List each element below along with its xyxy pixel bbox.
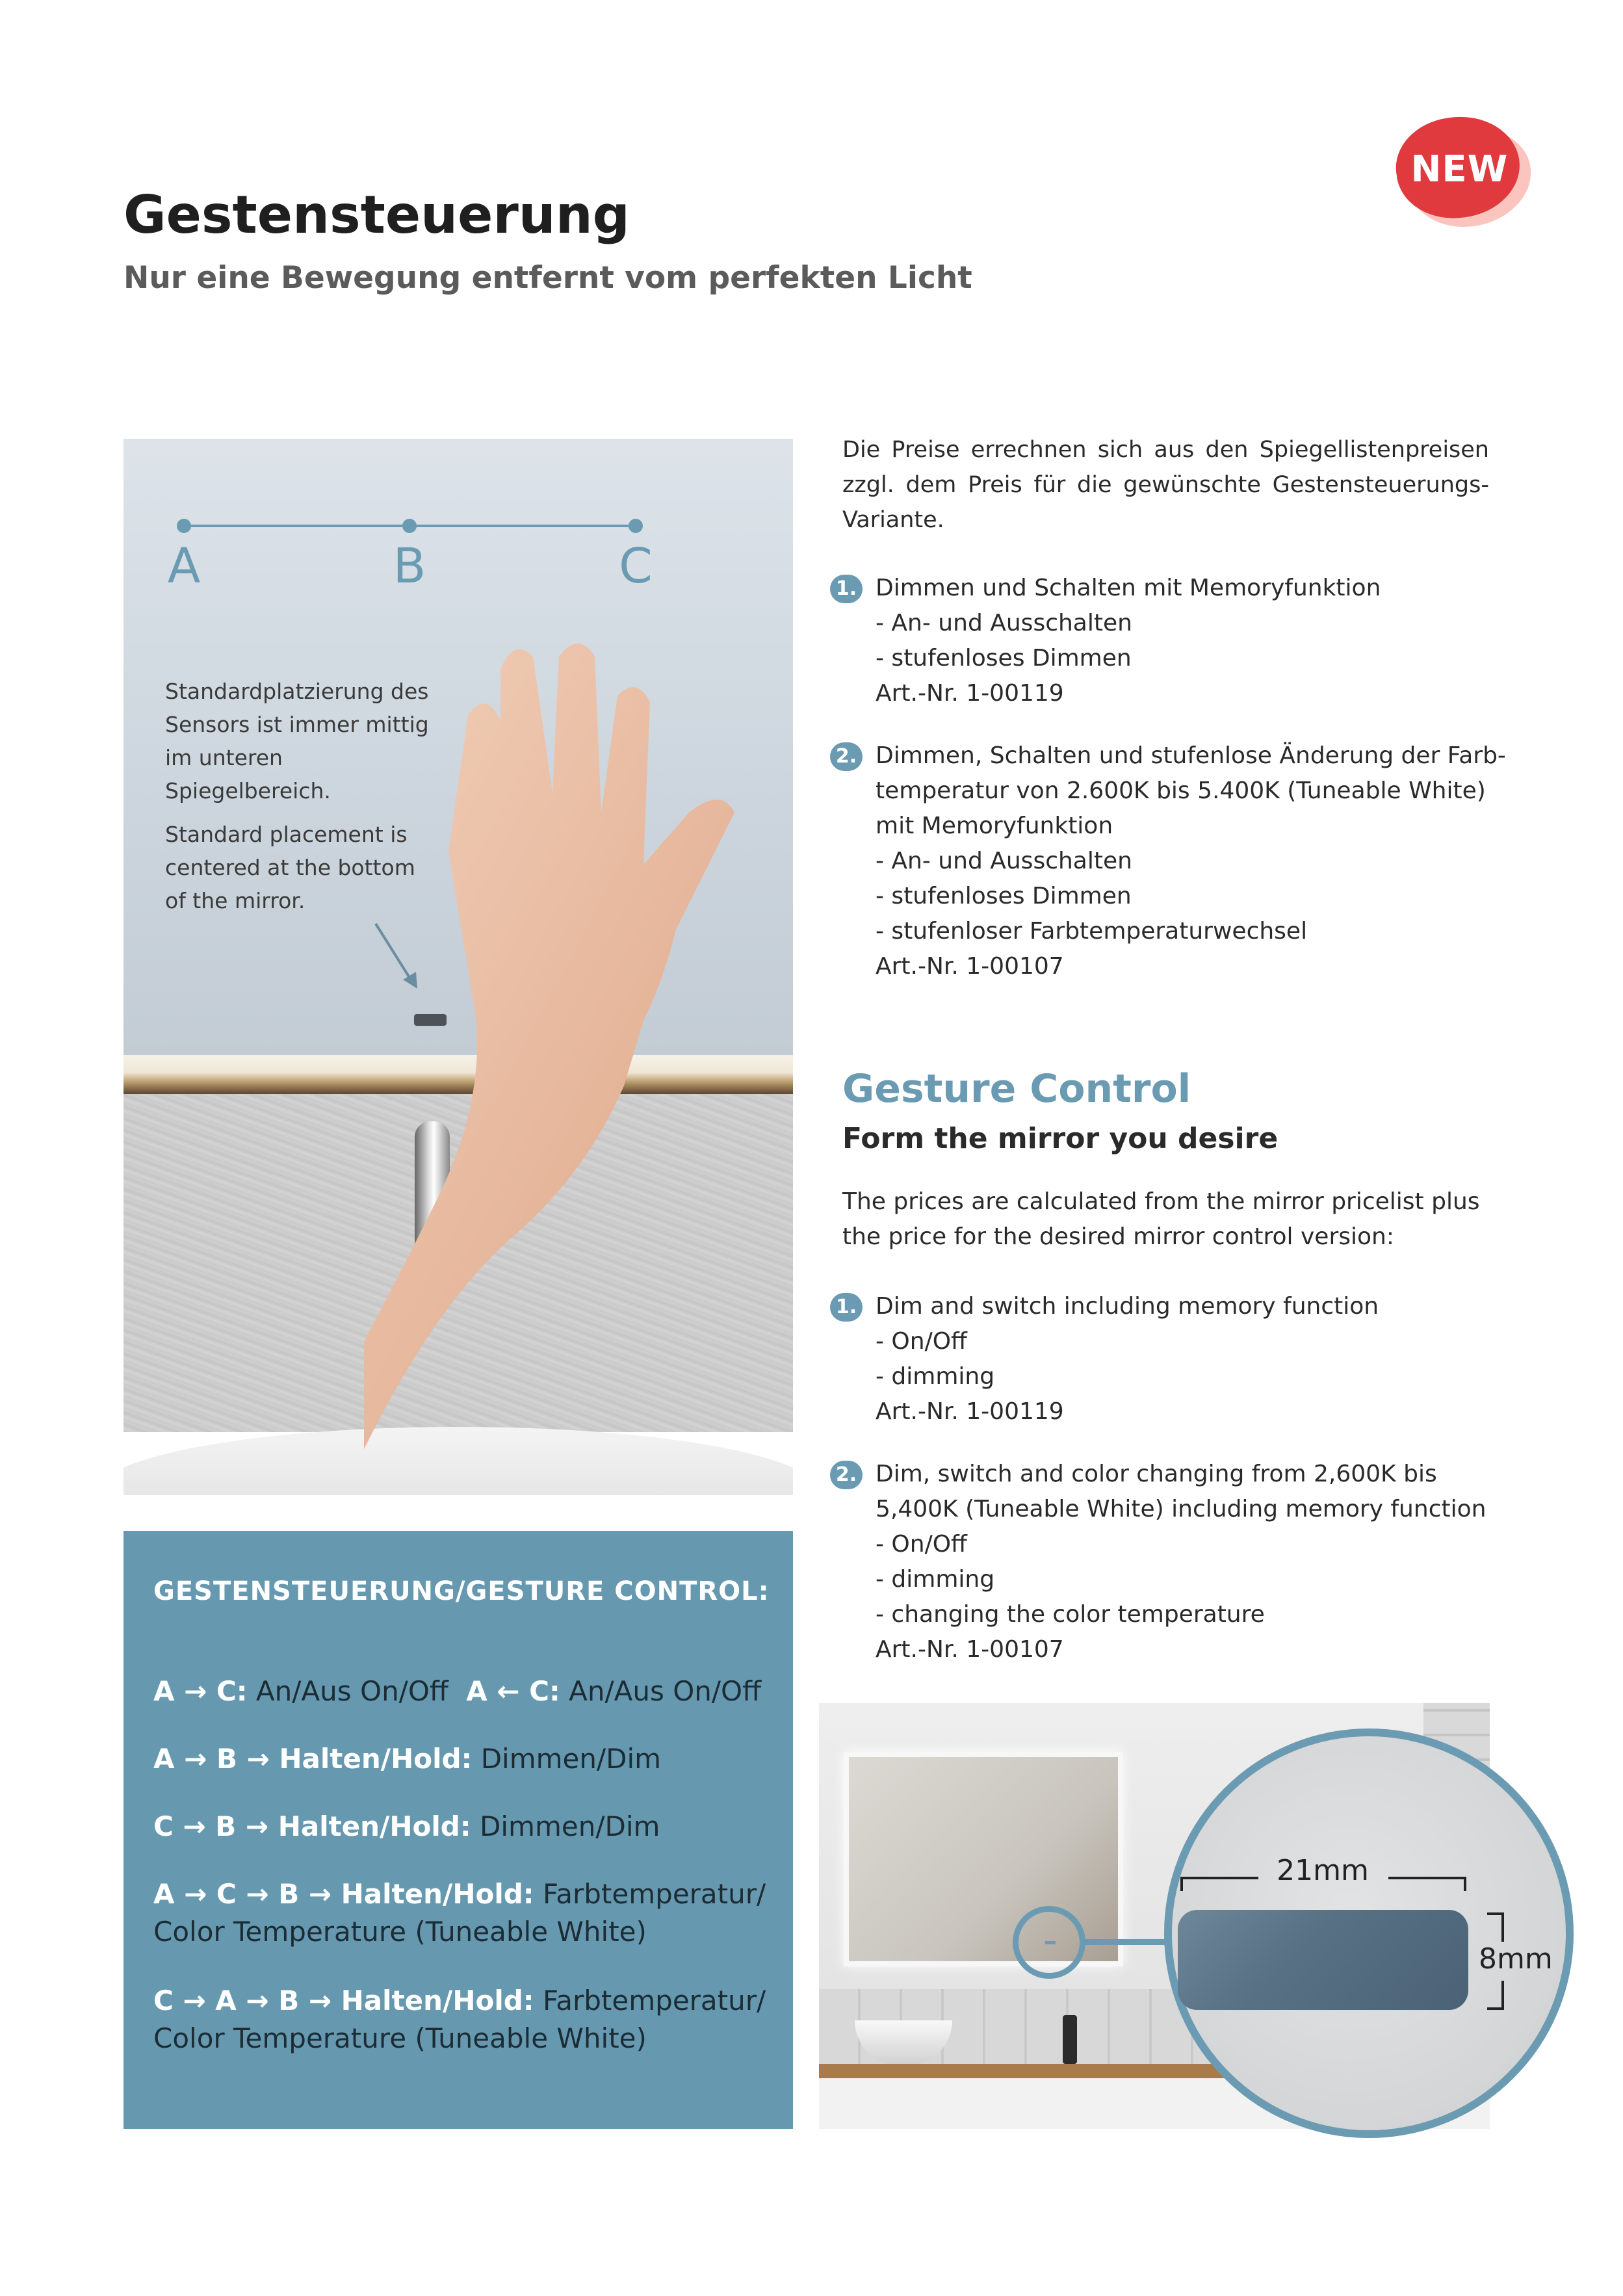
option-line: Art.-Nr. 1-00107	[876, 953, 1064, 980]
option-line: Dimmen, Schalten und stufenlose Änderung der Farb-	[876, 742, 1506, 769]
page-subtitle: Nur eine Bewegung entfernt vom perfekten Licht	[123, 260, 972, 296]
gesture-keys: A ← C:	[466, 1675, 560, 1707]
gesture-box-heading: GESTENSTEUERUNG/GESTURE CONTROL:	[153, 1576, 770, 1606]
point-a-label: A	[167, 538, 201, 594]
gesture-action-line2: Color Temperature (Tuneable White)	[153, 1916, 647, 1948]
gesture-action: An/Aus On/Off	[255, 1675, 448, 1707]
gesture-row	[153, 1740, 771, 1778]
gesture-keys: A → C → B → Halten/Hold:	[153, 1878, 534, 1910]
hand-icon	[364, 618, 819, 1463]
option-line: Art.-Nr. 1-00107	[876, 1636, 1064, 1663]
gesture-control-box	[123, 1531, 793, 2129]
option-line: 5,400K (Tuneable White) including memory function	[876, 1496, 1487, 1522]
option-line: Dimmen und Schalten mit Memoryfunktion	[876, 575, 1381, 601]
sensor-width-label: 21mm	[1277, 1854, 1369, 1887]
option-line: mit Memoryfunktion	[876, 813, 1113, 839]
gesture-row	[153, 1673, 771, 1710]
option-line: - On/Off	[876, 1531, 967, 1558]
english-option-2	[830, 1457, 1500, 1678]
gesture-action: Farbtemperatur/	[542, 1985, 766, 2016]
option-number-badge: 1.	[830, 1293, 863, 1322]
option-line: - stufenloses Dimmen	[876, 883, 1132, 909]
gesture-action: An/Aus On/Off	[569, 1675, 762, 1707]
option-number-badge: 2.	[830, 1461, 863, 1489]
option-line: temperatur von 2.600K bis 5.400K (Tuneable White)	[876, 777, 1486, 804]
option-line: - An- und Ausschalten	[876, 610, 1132, 636]
new-badge-label: NEW	[1410, 148, 1509, 190]
option-line: - On/Off	[876, 1328, 967, 1355]
gesture-keys: C → A → B → Halten/Hold:	[153, 1985, 534, 2016]
point-b-label: B	[393, 538, 426, 594]
english-subheading: Form the mirror you desire	[842, 1122, 1279, 1155]
english-heading: Gesture Control	[842, 1066, 1191, 1112]
sensor-height-label: 8mm	[1479, 1942, 1553, 1976]
english-intro: The prices are calculated from the mirror pricelist plus the price for the desired mirror control version:	[842, 1188, 1480, 1250]
gesture-action: Dimmen/Dim	[480, 1743, 662, 1775]
option-line: - dimming	[876, 1363, 995, 1390]
gesture-row	[153, 1808, 771, 1846]
sensor-detail	[1178, 1910, 1468, 2010]
gesture-row	[153, 1982, 771, 2057]
option-line: - changing the color temperature	[876, 1601, 1265, 1628]
option-line: Art.-Nr. 1-00119	[876, 680, 1064, 707]
gesture-keys: C → B → Halten/Hold:	[153, 1810, 471, 1842]
sensor-note-en: Standard placement is centered at the bottom of the mirror.	[165, 822, 415, 913]
german-intro: Die Preise errechnen sich aus den Spiegellistenpreisen zzgl. dem Preis für die gewünschte Gestensteuerungs-Variante.	[842, 437, 1489, 533]
option-line: Dim and switch including memory function	[876, 1293, 1379, 1320]
option-number-badge: 1.	[830, 575, 863, 603]
option-line: - stufenloses Dimmen	[876, 645, 1132, 672]
gesture-action-line2: Color Temperature (Tuneable White)	[153, 2022, 647, 2054]
point-b-dot	[402, 519, 417, 533]
gesture-action: Farbtemperatur/	[542, 1878, 766, 1910]
english-option-1	[830, 1289, 1500, 1432]
page-title: Gestensteuerung	[123, 185, 630, 245]
gesture-keys: A → B → Halten/Hold:	[153, 1743, 473, 1775]
gesture-action: Dimmen/Dim	[480, 1810, 660, 1842]
option-line: - An- und Ausschalten	[876, 848, 1132, 874]
sensor-note-de: Standardplatzierung des Sensors ist immer mittig im unteren Spiegelbereich.	[165, 679, 429, 803]
new-badge	[1396, 117, 1526, 228]
point-c-label: C	[619, 538, 653, 594]
german-option-1	[830, 571, 1500, 714]
gesture-row	[153, 1875, 771, 1951]
option-line: Dim, switch and color changing from 2,600K bis	[876, 1461, 1437, 1487]
german-option-2	[830, 738, 1506, 992]
point-c-dot	[629, 519, 643, 533]
option-line: - dimming	[876, 1566, 995, 1593]
point-a-dot	[177, 519, 191, 533]
gesture-keys: A → C:	[153, 1675, 248, 1707]
option-line: Art.-Nr. 1-00119	[876, 1398, 1064, 1425]
option-line: - stufenloser Farbtemperaturwechsel	[876, 918, 1308, 945]
option-number-badge: 2.	[830, 742, 863, 771]
